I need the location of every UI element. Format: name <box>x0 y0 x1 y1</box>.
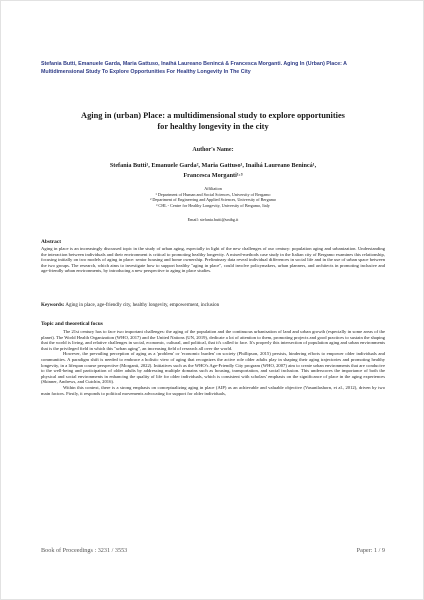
contact-email: Email: stefania.butti@unibg.it <box>187 217 239 222</box>
keywords-text: Aging in place, age-friendly city, healthy longevity, empowerment, inclusion <box>65 303 220 308</box>
affiliation-line: ² Department of Engineering and Applied Sciences, University of Bergamo <box>150 197 276 203</box>
topic-heading: Topic and theoretical focus <box>41 321 103 327</box>
keywords-line <box>41 303 385 310</box>
keywords-label: Keywords: <box>41 303 65 308</box>
author-line: Stefania Butti¹, Emanuele Garda², Maria Gattuso¹, Inaihá Laureano Benincá¹, <box>109 162 317 169</box>
affiliation-label: Affiliation <box>204 186 222 191</box>
running-header: Stefania Butti, Emanuele Garda, Maria Gattuso, Inaihá Laureano Benincá & Francesca Morganti. Aging In (Urban) Place: A Multidimensional Study To Explore Opportunities For Healthy Longevity In The City <box>41 61 347 75</box>
authors-heading: Author's Name: <box>192 147 234 153</box>
abstract-text: Aging in place is an increasingly discussed topic in the study of urban aging, especially in light of the new challenges of our century: population aging and urbanization. Understanding the interaction between individuals and their environment is critical to promoting healthy longevity. A mixed-methods case study in the Italian city of Bergamo examines this relationship, focusing initially on two models of aging in place: senior housing and home ownership. Preliminary data reveal individual differences in social life and in the use of urban space between the two groups. The research, which aims to investigate how to support healthy "aging in place", could involve policymakers, urban planners, and architects in promoting inclusive and age-friendly urban environments, by introducing a new perspective to aging in place studies. <box>41 246 385 274</box>
footer-proceedings: Book of Proceedings : 3231 / 3553 <box>41 547 128 554</box>
paper-title: Aging in (urban) Place: a multidimensional study to explore opportunities for healthy longevity in the city <box>81 111 345 131</box>
author-list <box>81 161 345 180</box>
author-line: Francesca Morganti¹·³ <box>183 171 243 179</box>
abstract-heading: Abstract <box>41 239 62 245</box>
affiliation-line: ³ CHL - Centre for Healthy Longevity, University of Bergamo, Italy <box>156 202 270 208</box>
body-paragraph: Within this context, there is a strong emphasis on conceptualizing aging in place (AIP) as an achievable and valuable objective (Vasunilashorn, et al., 2012), driven by two main factors. Firstly, it responds to political movements advocating for support for older individuals, <box>41 384 385 396</box>
body-paragraph: The 21st century has to face two important challenges: the aging of the population and the continuous urbanisation of land and urban growth (especially in some areas of the planet). The World Health Organization (WHO, 2017) and the United Nations (UN, 2019), dedicate a lot of attention to them, promoting projects and good practices to sustain the shaping that the world is living, and relative challenges in social, economic, cultural, and political, that it's called to face. It's properly this intersection of population aging and urban environments that is the privileged field in which this "urban aging", an increasing field of research all over the world. <box>41 329 385 351</box>
topic-section <box>41 321 385 396</box>
footer-paper-number: Paper: 1 / 9 <box>356 547 385 554</box>
affiliation-block <box>81 186 345 208</box>
affiliation-line: ¹ Department of Human and Social Sciences, University of Bergamo <box>155 191 271 197</box>
abstract-section <box>41 239 385 274</box>
body-paragraph: However, the prevailing perception of aging as a 'problem' or 'economic burden' on society (Phillipson, 2015) persists, hindering efforts to empower older individuals and communities. A paradigm shift is needed to embrace a holistic view of aging that recognizes the active role older adults play in shaping their aging trajectories and promoting healthy longevity, in a lifespan course perspective (Morganti, 2022). Initiatives such as the WHO's Age-Friendly City program (WHO, 2007) aim to create urban environments that are conducive to the well-being and participation of older adults by addressing multiple domains such as housing, transportation, and social inclusion. This underscores the importance of both the physical and social environments in enhancing the quality of life for older individuals, which is consistent with scholars' emphasis on the significance of place in the aging experiences (Skinner, Andrews, and Cutchin, 2016). <box>41 351 385 385</box>
